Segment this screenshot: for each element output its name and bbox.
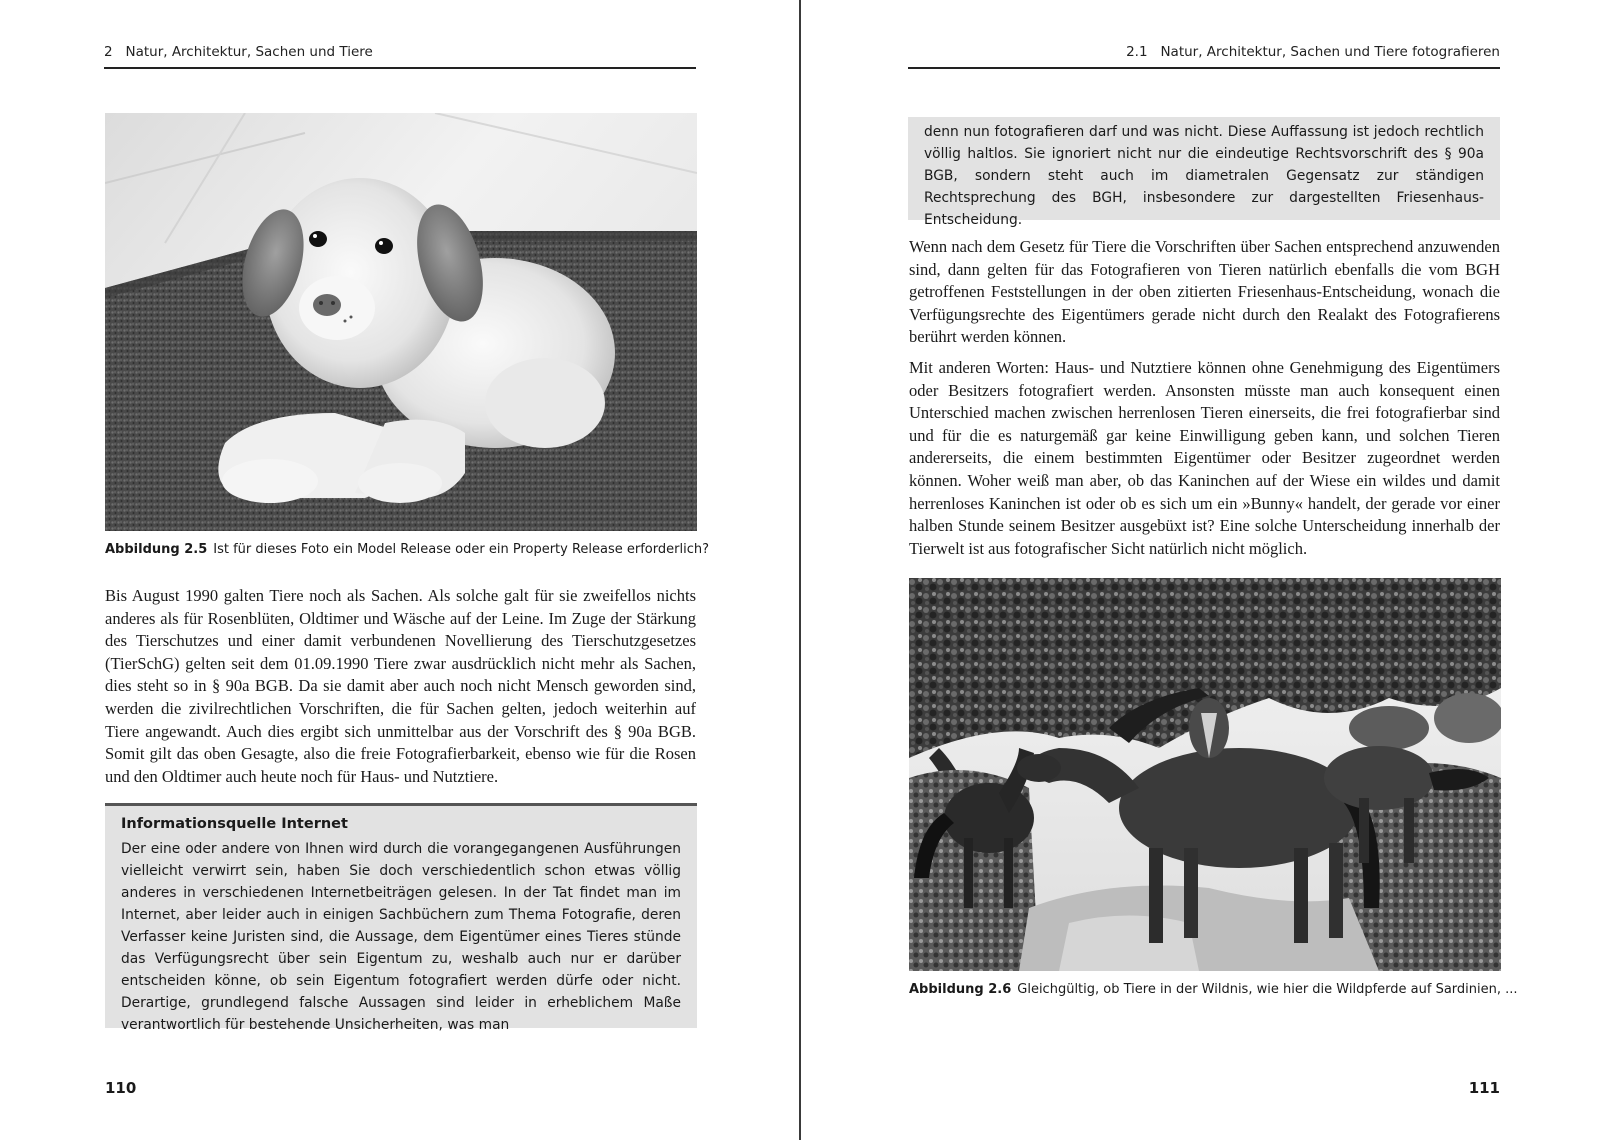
- left-body-text: [105, 585, 696, 796]
- figure-caption-2-5: [105, 542, 709, 557]
- paragraph: Wenn nach dem Gesetz für Tiere die Vorschriften über Sachen entsprechend anzuwenden sind, dann gelten für das Fotografieren von Tieren natürlich ebenfalls die vom BGH getroffenen Feststellungen in der oben zitierten Friesenhaus-Entscheidung, wonach die Verfügungsrechte des Eigentümers gerade nicht durch den Realakt des Fotografierens berührt werden können.: [909, 237, 1500, 347]
- info-box: [105, 803, 697, 1033]
- info-box-text: Der eine oder andere von Ihnen wird durch die vorangegangenen Ausführungen vielleicht verwirrt sein, haben Sie doch verschiedentlich schon etwas völlig anderes in verschiedenen Internetbeiträgen gelesen. In der Tat findet man im Internet, aber leider auch in einigen Sachbüchern zum Thema Fotografie, deren Verfasser keine Juristen sind, die Aussage, dem Eigentümer eines Tieres stünde das Verfügungsrecht über sein Eigentum zu, weshalb auch nur er darüber entscheiden könne, ob sein Eigentum fotografiert werden dürfe oder nicht. Derartige, grundlegend falsche Aussagen sind leider in erheblichem Maße verantwortlich für bestehende Unsicherheiten, was man: [121, 841, 681, 1033]
- figure-label: Abbildung 2.5: [105, 542, 208, 557]
- wild-horses-photo: [909, 578, 1501, 971]
- chapter-number: 2: [104, 44, 113, 60]
- right-head-rule: [908, 67, 1500, 69]
- right-body-text: [909, 236, 1500, 568]
- left-running-head: [104, 44, 373, 60]
- page-number-left: 110: [105, 1079, 137, 1097]
- book-gutter: [799, 0, 801, 1140]
- info-box-continuation-text: denn nun fotografieren darf und was nicht. Diese Auffassung ist jedoch rechtlich völlig haltlos. Sie ignoriert nicht nur die eindeutige Rechtsvorschrift des § 90a BGB, sondern steht auch im diametralen Gegensatz zur ständigen Rechtsprechung des BGH, insbesondere zur dargestellten Friesenhaus-Entscheidung.: [924, 124, 1484, 228]
- page-number-right: 111: [1468, 1079, 1500, 1097]
- figure-caption-text: Gleichgültig, ob Tiere in der Wildnis, wie hier die Wildpferde auf Sardinien, ...: [1017, 982, 1518, 997]
- figure-caption-text: Ist für dieses Foto ein Model Release oder ein Property Release erforderlich?: [213, 542, 709, 557]
- info-box-continuation: [908, 117, 1500, 228]
- left-head-rule: [104, 67, 696, 69]
- paragraph: Bis August 1990 galten Tiere noch als Sachen. Als solche galt für sie zweifellos nichts anderes als für Rosenblüten, Oldtimer und Wäsche auf der Leine. Im Zuge der Stärkung des Tierschutzes und einer damit verbundenen Novellierung des Tierschutzgesetzes (TierSchG) gelten seit dem 01.09.1990 Tiere zwar ausdrücklich nicht mehr als Sachen, dies steht so in § 90a BGB. Da sie damit aber auch noch nicht Mensch geworden sind, werden die zivilrechtlichen Vorschriften, die für Sachen gelten, jedoch weiterhin auf Tiere angewandt. Auch dies ergibt sich unmittelbar aus der Vorschrift des § 90a BGB. Somit gilt das oben Gesagte, also die freie Fotografierbarkeit, ebenso wie für die Rosen und den Oldtimer auch heute noch für Haus- und Nutztiere.: [105, 586, 696, 786]
- section-title: Natur, Architektur, Sachen und Tiere fotografieren: [1160, 44, 1500, 60]
- figure-label: Abbildung 2.6: [909, 982, 1012, 997]
- right-running-head: [1126, 44, 1500, 60]
- paragraph: Mit anderen Worten: Haus- und Nutztiere können ohne Genehmigung des Eigentümers oder Besitzers fotografiert werden. Ansonsten müsste man auch konsequent einen Unterschied machen zwischen herrenlosen Tieren einerseits, die frei fotografierbar sind und für die es naturgemäß gar keine Einwilligung geben kann, und solchen Tieren andererseits, die einem bestimmten Eigentümer oder Besitzer zugeordnet werden können. Woher weiß man aber, ob das Kaninchen auf der Wiese ein wildes und damit herrenloses Kaninchen ist oder ob es sich um ein »Bunny« handelt, der gerade vor einer halben Stunde seinem Besitzer ausgebüxt ist? Eine solche Unterscheidung innerhalb der Tierwelt ist aus fotografischer Sicht natürlich nicht möglich.: [909, 357, 1500, 558]
- info-box-title: Informationsquelle Internet: [121, 816, 348, 832]
- section-number: 2.1: [1126, 44, 1148, 60]
- puppy-photo: [105, 113, 697, 531]
- figure-caption-2-6: [909, 982, 1518, 997]
- chapter-title: Natur, Architektur, Sachen und Tiere: [125, 44, 373, 60]
